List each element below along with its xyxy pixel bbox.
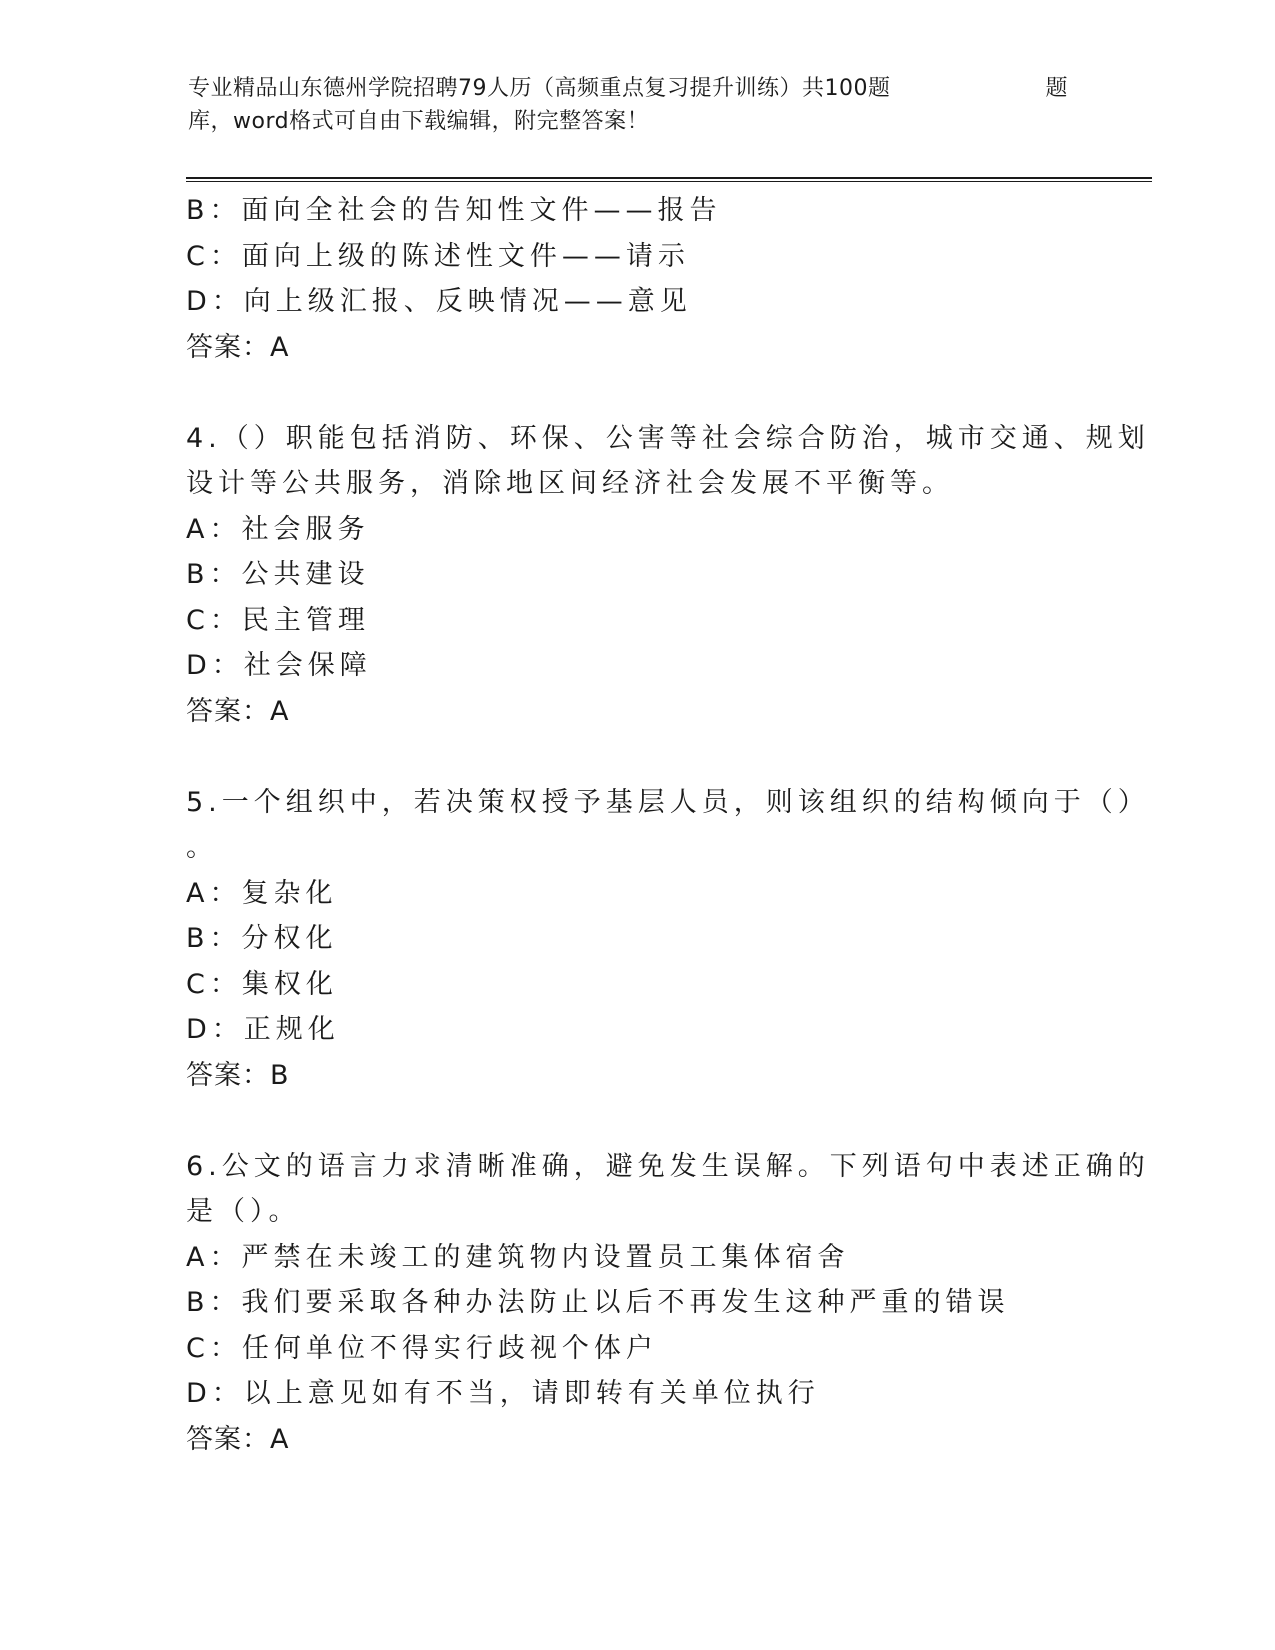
question-stem-line: 4.（）职能包括消防、环保、公害等社会综合防治，城市交通、规划: [186, 422, 1150, 454]
answer-line: 答案：A: [186, 1423, 290, 1455]
question-5: [186, 780, 1150, 1099]
question-stem-line: 5.一个组织中，若决策权授予基层人员，则该组织的结构倾向于（）: [186, 786, 1150, 818]
header-divider-thin: [186, 181, 1152, 182]
option-d: D：正规化: [186, 1014, 340, 1045]
option-b: B：我们要采取各种办法防止以后不再发生这种严重的错误: [186, 1287, 1010, 1318]
answer-line: 答案：B: [186, 1059, 290, 1091]
question-stem-line: 是（）。: [186, 1196, 301, 1227]
answer-line: 答案：A: [186, 695, 290, 727]
header-title-line2: 库，word格式可自由下载编辑，附完整答案！: [188, 109, 650, 134]
page-header: [188, 72, 1068, 138]
question-stem-line: 6.公文的语言力求清晰准确，避免发生误解。下列语句中表述正确的: [186, 1150, 1150, 1182]
question-4: [186, 416, 1150, 735]
option-d: D：社会保障: [186, 650, 372, 681]
option-c: C：任何单位不得实行歧视个体户: [186, 1332, 658, 1364]
option-a: A：社会服务: [186, 513, 370, 545]
question-3-tail: [186, 188, 1066, 370]
option-b: B：面向全社会的告知性文件——报告: [186, 195, 722, 226]
header-title-line1: 专业精品山东德州学院招聘79人历（高频重点复习提升训练）共100题: [188, 76, 891, 101]
option-d: D：以上意见如有不当，请即转有关单位执行: [186, 1378, 820, 1409]
option-d: D：向上级汇报、反映情况——意见: [186, 286, 692, 317]
option-c: C：面向上级的陈述性文件——请示: [186, 240, 690, 272]
header-divider-thick: [186, 177, 1152, 179]
option-c: C：集权化: [186, 968, 338, 1000]
answer-line: 答案：A: [186, 331, 290, 363]
option-c: C：民主管理: [186, 604, 370, 636]
option-b: B：公共建设: [186, 559, 370, 590]
question-list: [186, 188, 1150, 1462]
question-stem-line: 设计等公共服务，消除地区间经济社会发展不平衡等。: [186, 468, 954, 499]
option-a: A：严禁在未竣工的建筑物内设置员工集体宿舍: [186, 1241, 850, 1273]
question-stem-line: 。: [186, 832, 218, 863]
header-title-tail: 题: [1045, 76, 1068, 101]
option-b: B：分权化: [186, 923, 338, 954]
question-6: [186, 1144, 1150, 1463]
option-a: A：复杂化: [186, 877, 338, 909]
